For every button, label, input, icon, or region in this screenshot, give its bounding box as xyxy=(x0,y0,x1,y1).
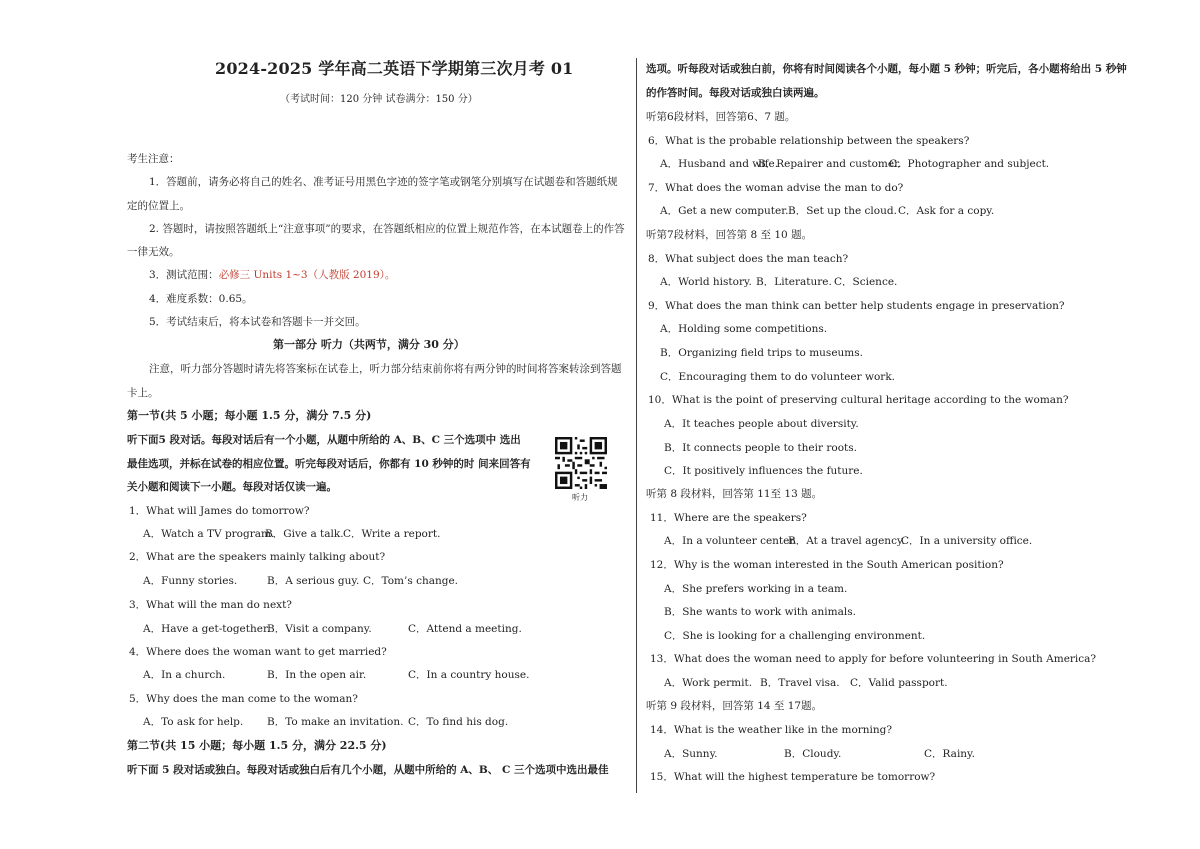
question-10-option-c: C．It positively influences the future. xyxy=(664,465,863,477)
question-6: 6．What is the probable relationship between the speakers? xyxy=(648,135,970,147)
material-6-heading: 听第6段材料，回答第6、7 题。 xyxy=(646,111,796,123)
option-a: A．Work permit. xyxy=(664,677,753,689)
question-9-option-c: C．Encouraging them to do volunteer work. xyxy=(660,371,896,383)
notice-item-2: 2. 答题时，请按照答题纸上“注意事项”的要求，在答题纸相应的位置上规范作答，在本试题卷上的作答 xyxy=(149,223,625,235)
option-c: C．Write a report. xyxy=(343,528,441,540)
question-4-options xyxy=(143,668,529,682)
material-7-heading: 听第7段材料，回答第 8 至 10 题。 xyxy=(646,229,813,241)
option-b: B．At a travel agency. xyxy=(788,535,905,547)
question-9-option-b: B．Organizing field trips to museums. xyxy=(660,347,863,359)
notice-item-1-cont: 定的位置上。 xyxy=(127,200,190,212)
column-divider xyxy=(636,58,637,793)
section1-instructions-cont-2: 关小题和阅读下一小题。每段对话仅读一遍。 xyxy=(127,481,337,493)
question-2-options xyxy=(143,574,458,588)
notice-heading: 考生注意： xyxy=(127,153,180,165)
option-c: C．Attend a meeting. xyxy=(408,623,522,635)
notice-item-2-cont: 一律无效。 xyxy=(127,246,180,258)
notice-item-3 xyxy=(149,268,395,282)
option-a: A．Sunny. xyxy=(664,748,718,760)
question-12-option-a: A．She prefers working in a team. xyxy=(664,583,848,595)
material-8-heading: 听第 8 段材料，回答第 11至 13 题。 xyxy=(646,488,823,500)
part1-heading: 第一部分 听力（共两节，满分 30 分） xyxy=(273,338,465,351)
option-a: A．Husband and wife. xyxy=(660,158,779,170)
option-c: C．Ask for a copy. xyxy=(898,205,995,217)
question-2: 2．What are the speakers mainly talking about? xyxy=(129,551,386,563)
page-title: 2024-2025 学年高二英语下学期第三次月考 01 xyxy=(215,59,574,78)
question-3: 3．What will the man do next? xyxy=(129,599,292,611)
option-b: B．Set up the cloud. xyxy=(788,205,897,217)
option-a: A．World history. xyxy=(660,276,752,288)
question-1: 1．What will James do tomorrow? xyxy=(129,505,310,517)
section2-instructions-cont: 选项。听每段对话或独白前，你将有时间阅读各个小题，每小题 5 秒钟；听完后，各小题将给出 5 秒钟 xyxy=(646,63,1127,75)
notice-item-3-label: 3．测试范围： xyxy=(149,269,219,281)
option-c: C．In a country house. xyxy=(408,669,530,681)
question-14-options xyxy=(664,747,975,761)
question-10: 10．What is the point of preserving cultural heritage according to the woman? xyxy=(648,394,1069,406)
question-8: 8．What subject does the man teach? xyxy=(648,253,849,265)
question-7: 7．What does the woman advise the man to do? xyxy=(648,182,904,194)
question-5-options xyxy=(143,715,508,729)
question-3-options xyxy=(143,622,522,636)
qr-caption: 听力 xyxy=(572,493,588,502)
question-9-option-a: A．Holding some competitions. xyxy=(660,323,828,335)
option-a: A．In a volunteer center. xyxy=(664,535,797,547)
question-8-options xyxy=(660,275,897,289)
question-12-option-b: B．She wants to work with animals. xyxy=(664,606,856,618)
question-4: 4．Where does the woman want to get married? xyxy=(129,646,387,658)
section2-heading: 第二节(共 15 小题；每小题 1.5 分，满分 22.5 分) xyxy=(127,739,387,752)
question-7-options xyxy=(660,204,994,218)
option-c: C．Science. xyxy=(834,276,898,288)
option-b: B．Repairer and customer. xyxy=(758,158,902,170)
option-b: B．In the open air. xyxy=(267,669,367,681)
question-13-options xyxy=(664,676,948,690)
option-b: B．A serious guy. xyxy=(267,575,360,587)
option-c: C．To find his dog. xyxy=(408,716,509,728)
question-11: 11．Where are the speakers? xyxy=(650,512,807,524)
option-b: B．Give a talk. xyxy=(265,528,344,540)
qr-code-image xyxy=(555,437,607,489)
option-b: B．Cloudy. xyxy=(784,748,842,760)
question-15: 15．What will the highest temperature be tomorrow? xyxy=(650,771,936,783)
question-1-options xyxy=(143,527,440,541)
option-a: A．Get a new computer. xyxy=(660,205,789,217)
option-a: A．In a church. xyxy=(143,669,226,681)
option-c: C．Photographer and subject. xyxy=(889,158,1050,170)
part1-note-cont: 卡上。 xyxy=(127,387,159,399)
material-9-heading: 听第 9 段材料，回答第 14 至 17题。 xyxy=(646,700,823,712)
option-a: A．Have a get-together. xyxy=(143,623,271,635)
option-c: C．In a university office. xyxy=(901,535,1033,547)
question-12-option-c: C．She is looking for a challenging environment. xyxy=(664,630,926,642)
question-6-options xyxy=(660,157,1049,171)
option-b: B．Literature. xyxy=(756,276,832,288)
question-14: 14．What is the weather like in the morning? xyxy=(650,724,893,736)
option-c: C．Valid passport. xyxy=(850,677,948,689)
exam-duration: （考试时间：120 分钟 试卷满分：150 分） xyxy=(280,94,478,105)
option-c: C．Rainy. xyxy=(924,748,975,760)
option-b: B．Visit a company. xyxy=(267,623,372,635)
section2-instructions: 听下面 5 段对话或独白。每段对话或独白后有几个小题，从题中所给的 A、B、 C 三个选项中选出最佳 xyxy=(127,764,609,776)
section1-instructions-cont: 最佳选项，并标在试卷的相应位置。听完每段对话后，你都有 10 秒钟的时 间来回答有 xyxy=(127,458,531,470)
option-a: A．To ask for help. xyxy=(143,716,244,728)
option-a: A．Funny stories. xyxy=(143,575,238,587)
question-11-options xyxy=(664,534,1032,548)
notice-item-5: 5．考试结束后，将本试卷和答题卡一并交回。 xyxy=(149,316,366,328)
notice-item-4: 4．难度系数：0.65。 xyxy=(149,293,253,305)
question-10-option-a: A．It teaches people about diversity. xyxy=(664,418,859,430)
question-12: 12．Why is the woman interested in the South American position? xyxy=(650,559,1004,571)
section1-heading: 第一节(共 5 小题；每小题 1.5 分，满分 7.5 分) xyxy=(127,409,372,422)
question-13: 13．What does the woman need to apply for before volunteering in South America? xyxy=(650,653,1097,665)
question-5: 5．Why does the man come to the woman? xyxy=(129,693,358,705)
test-scope: 必修三 Units 1~3（人教版 2019）。 xyxy=(218,269,396,281)
section1-instructions: 听下面5 段对话。每段对话后有一个小题，从题中所给的 A、B、C 三个选项中 选出 xyxy=(127,434,521,446)
option-c: C．Tom’s change. xyxy=(363,575,459,587)
option-a: A．Watch a TV program. xyxy=(143,528,275,540)
question-9: 9．What does the man think can better help students engage in preservation? xyxy=(648,300,1065,312)
option-b: B．To make an invitation. xyxy=(267,716,404,728)
notice-item-1: 1．答题前，请务必将自己的姓名、准考证号用黑色字迹的签字笔或钢笔分别填写在试题卷和答题纸规 xyxy=(149,176,618,188)
section2-instructions-cont-2: 的作答时间。每段对话或独白读两遍。 xyxy=(646,87,825,99)
option-b: B．Travel visa. xyxy=(760,677,840,689)
question-10-option-b: B．It connects people to their roots. xyxy=(664,442,857,454)
part1-note: 注意，听力部分答题时请先将答案标在试卷上，听力部分结束前你将有两分钟的时间将答案转涂到答题 xyxy=(149,363,622,375)
